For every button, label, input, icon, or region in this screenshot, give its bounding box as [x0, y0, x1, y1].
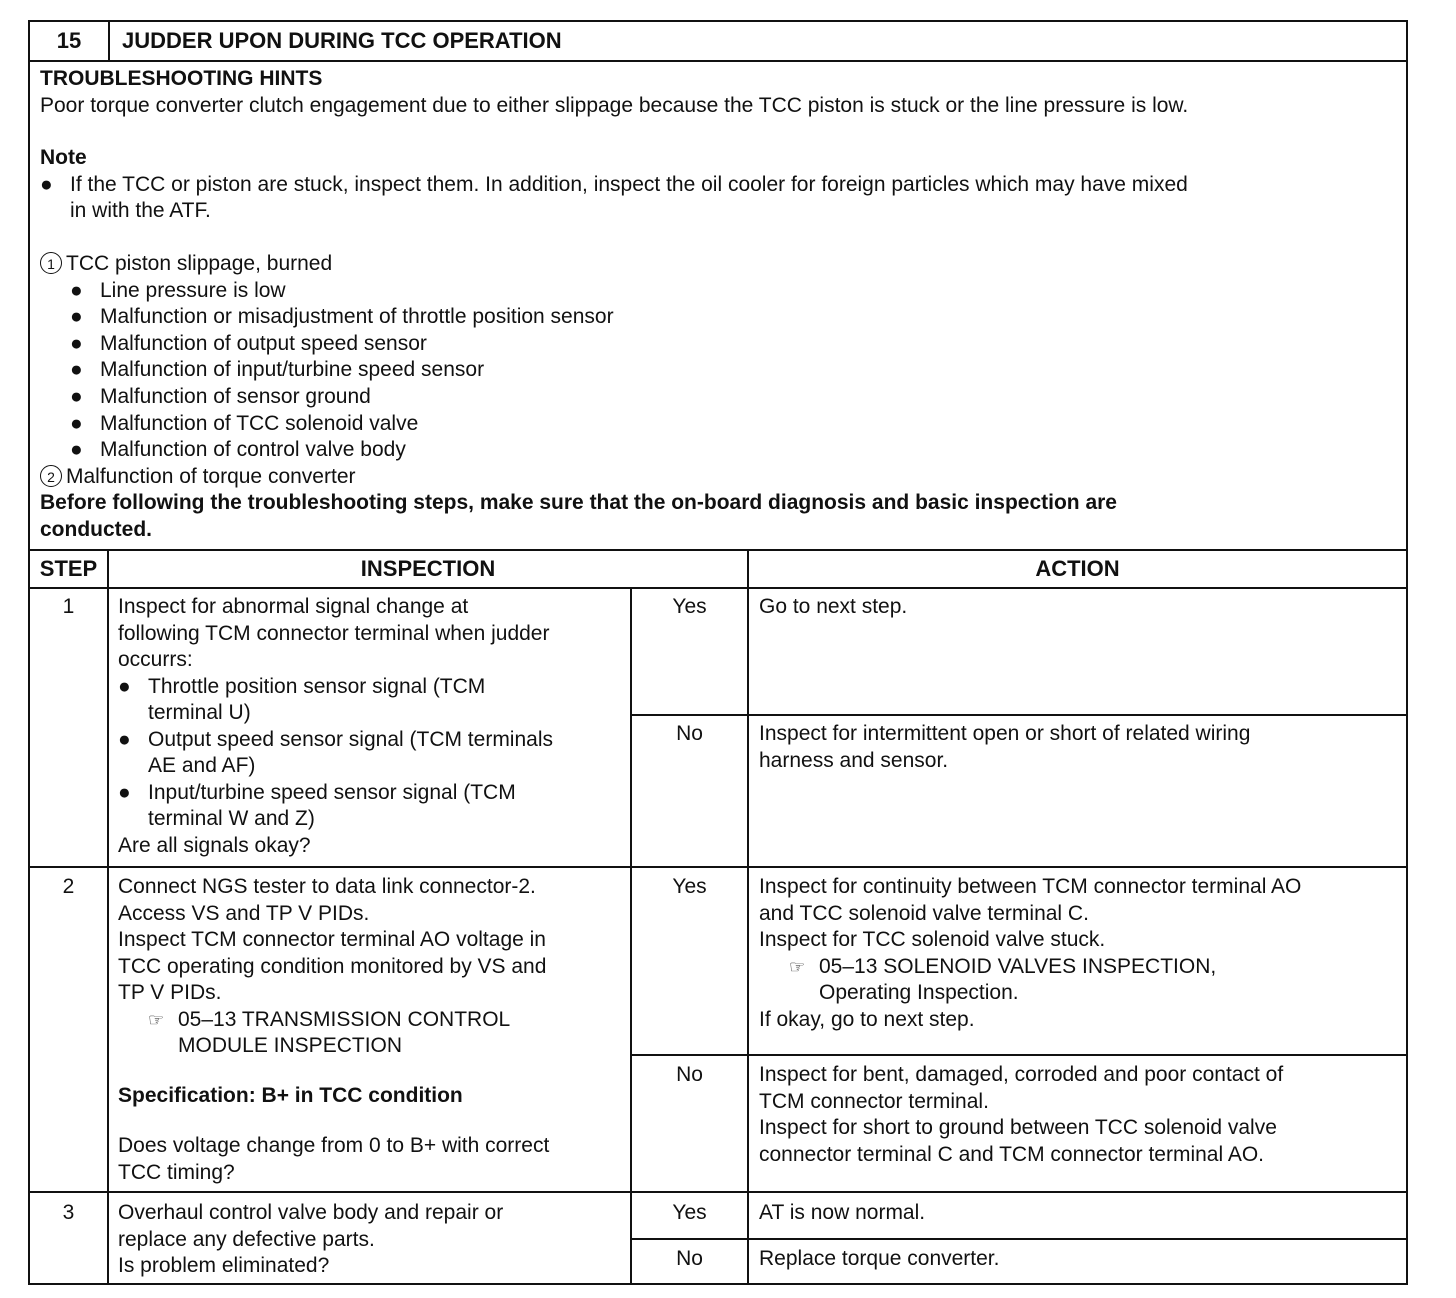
inspection-line: Inspect for abnormal signal change at	[118, 595, 469, 618]
cause-item: Line pressure is low	[100, 278, 286, 302]
action-line: Go to next step.	[759, 595, 908, 618]
action-column-header: ACTION	[1035, 556, 1120, 581]
reference-icon: ☞	[148, 1009, 165, 1030]
procedure-title: JUDDER UPON DURING TCC OPERATION	[122, 28, 562, 53]
inspection-line: following TCM connector terminal when judder	[118, 621, 550, 645]
inspection-bullet-continued: terminal U)	[148, 701, 251, 724]
action-line: harness and sensor.	[759, 748, 949, 772]
inspection-line: TCC operating condition monitored by VS and	[118, 954, 547, 978]
action-line: AT is now normal.	[759, 1201, 926, 1224]
step-1-yes-action	[759, 594, 1404, 621]
action-line: Inspect for bent, damaged, corroded and poor contact of	[759, 1063, 1284, 1086]
troubleshooting-hints	[40, 66, 1390, 544]
step-number: 1	[62, 595, 75, 618]
procedure-header	[30, 22, 1406, 62]
no-label: No	[676, 1063, 703, 1086]
yes-label: Yes	[672, 875, 707, 898]
cause-item: Malfunction of sensor ground	[100, 384, 371, 408]
action-line: Replace torque converter.	[759, 1247, 1000, 1270]
bullet-icon: ●	[40, 172, 53, 196]
bullet-icon: ●	[70, 358, 83, 382]
step-2-yes-action	[759, 874, 1404, 1033]
step-column-header: STEP	[39, 556, 98, 581]
reference-link[interactable]: 05–13 SOLENOID VALVES INSPECTION,	[819, 954, 1217, 978]
step-2-question	[118, 1133, 628, 1186]
bullet-icon: ●	[70, 305, 83, 329]
hints-heading: TROUBLESHOOTING HINTS	[40, 67, 323, 90]
inspection-bullet-continued: AE and AF)	[148, 754, 256, 777]
action-line: Inspect for TCC solenoid valve stuck.	[759, 928, 1106, 951]
bullet-icon: ●	[70, 384, 83, 408]
yes-label: Yes	[672, 595, 707, 618]
inspection-line: occurrs:	[118, 648, 193, 671]
bullet-icon: ●	[70, 331, 83, 355]
reference-link-continued[interactable]: MODULE INSPECTION	[178, 1034, 403, 1057]
hints-description: Poor torque converter clutch engagement due to either slippage because the TCC piston is stuck or the line pressure is low.	[40, 93, 1189, 117]
step-1-inspection	[118, 594, 628, 859]
inspection-line: Overhaul control valve body and repair or	[118, 1201, 504, 1224]
bullet-icon: ●	[70, 278, 83, 302]
no-label: No	[676, 1247, 703, 1270]
step-3-no-action	[759, 1246, 1404, 1273]
bullet-icon: ●	[118, 780, 131, 804]
reference-link-continued[interactable]: Operating Inspection.	[819, 981, 1019, 1004]
action-line: Inspect for short to ground between TCC solenoid valve	[759, 1116, 1277, 1139]
inspection-line: Connect NGS tester to data link connector-2.	[118, 875, 536, 898]
action-line: Inspect for intermittent open or short of related wiring	[759, 722, 1251, 745]
step-2-inspection	[118, 874, 628, 1060]
inspection-question: Is problem eliminated?	[118, 1254, 330, 1277]
note-text: If the TCC or piston are stuck, inspect them. In addition, inspect the oil cooler for foreign particles which may have mixed	[70, 172, 1188, 196]
step-2-no-action	[759, 1062, 1404, 1168]
inspection-question-continued: TCC timing?	[118, 1160, 235, 1184]
before-steps-note-continued: conducted.	[40, 517, 153, 541]
action-line: and TCC solenoid valve terminal C.	[759, 901, 1089, 925]
procedure-number: 15	[30, 22, 110, 60]
troubleshooting-sheet	[28, 20, 1408, 1285]
inspection-line: Access VS and TP V PIDs.	[118, 901, 370, 925]
circled-number-icon: 2	[40, 465, 62, 487]
inspection-question: Does voltage change from 0 to B+ with correct	[118, 1134, 550, 1157]
bullet-icon: ●	[118, 674, 131, 698]
reference-icon: ☞	[789, 956, 806, 977]
step-3-yes-action	[759, 1200, 1404, 1227]
action-line: Inspect for continuity between TCM connector terminal AO	[759, 875, 1302, 898]
cause-title: TCC piston slippage, burned	[66, 251, 333, 275]
step-3-inspection	[118, 1200, 628, 1280]
inspection-bullet: Output speed sensor signal (TCM terminals	[148, 727, 553, 751]
action-line: TCM connector terminal.	[759, 1089, 989, 1113]
circled-number-icon: 1	[40, 252, 62, 274]
cause-title: Malfunction of torque converter	[66, 464, 356, 488]
yes-label: Yes	[672, 1201, 707, 1224]
cause-item: Malfunction of control valve body	[100, 438, 406, 462]
before-steps-note: Before following the troubleshooting steps, make sure that the on-board diagnosis and basic inspection are	[40, 491, 1117, 515]
bullet-icon: ●	[118, 727, 131, 751]
cause-item: Malfunction of input/turbine speed sensor	[100, 358, 485, 382]
inspection-question: Are all signals okay?	[118, 833, 311, 857]
inspection-bullet: Throttle position sensor signal (TCM	[148, 674, 486, 698]
bullet-icon: ●	[70, 411, 83, 435]
action-line: If okay, go to next step.	[759, 1007, 975, 1031]
inspection-bullet-continued: terminal W and Z)	[148, 807, 315, 830]
inspection-bullet: Input/turbine speed sensor signal (TCM	[148, 780, 516, 804]
inspection-line: TP V PIDs.	[118, 981, 222, 1004]
note-label: Note	[40, 146, 87, 170]
cause-item: Malfunction of TCC solenoid valve	[100, 411, 419, 435]
cause-item: Malfunction of output speed sensor	[100, 331, 427, 355]
inspection-column-header: INSPECTION	[360, 556, 496, 581]
no-label: No	[676, 722, 703, 745]
specification: Specification: B+ in TCC condition	[118, 1084, 463, 1107]
bullet-icon: ●	[70, 438, 83, 462]
step-1-no-action	[759, 721, 1404, 774]
inspection-line: Inspect TCM connector terminal AO voltage in	[118, 928, 546, 951]
note-text-continued: in with the ATF.	[70, 199, 211, 223]
step-number: 2	[62, 875, 75, 898]
action-line: connector terminal C and TCM connector terminal AO.	[759, 1142, 1264, 1166]
reference-link[interactable]: 05–13 TRANSMISSION CONTROL	[178, 1007, 511, 1031]
step-number: 3	[62, 1201, 75, 1224]
inspection-line: replace any defective parts.	[118, 1227, 375, 1251]
cause-item: Malfunction or misadjustment of throttle position sensor	[100, 305, 614, 329]
